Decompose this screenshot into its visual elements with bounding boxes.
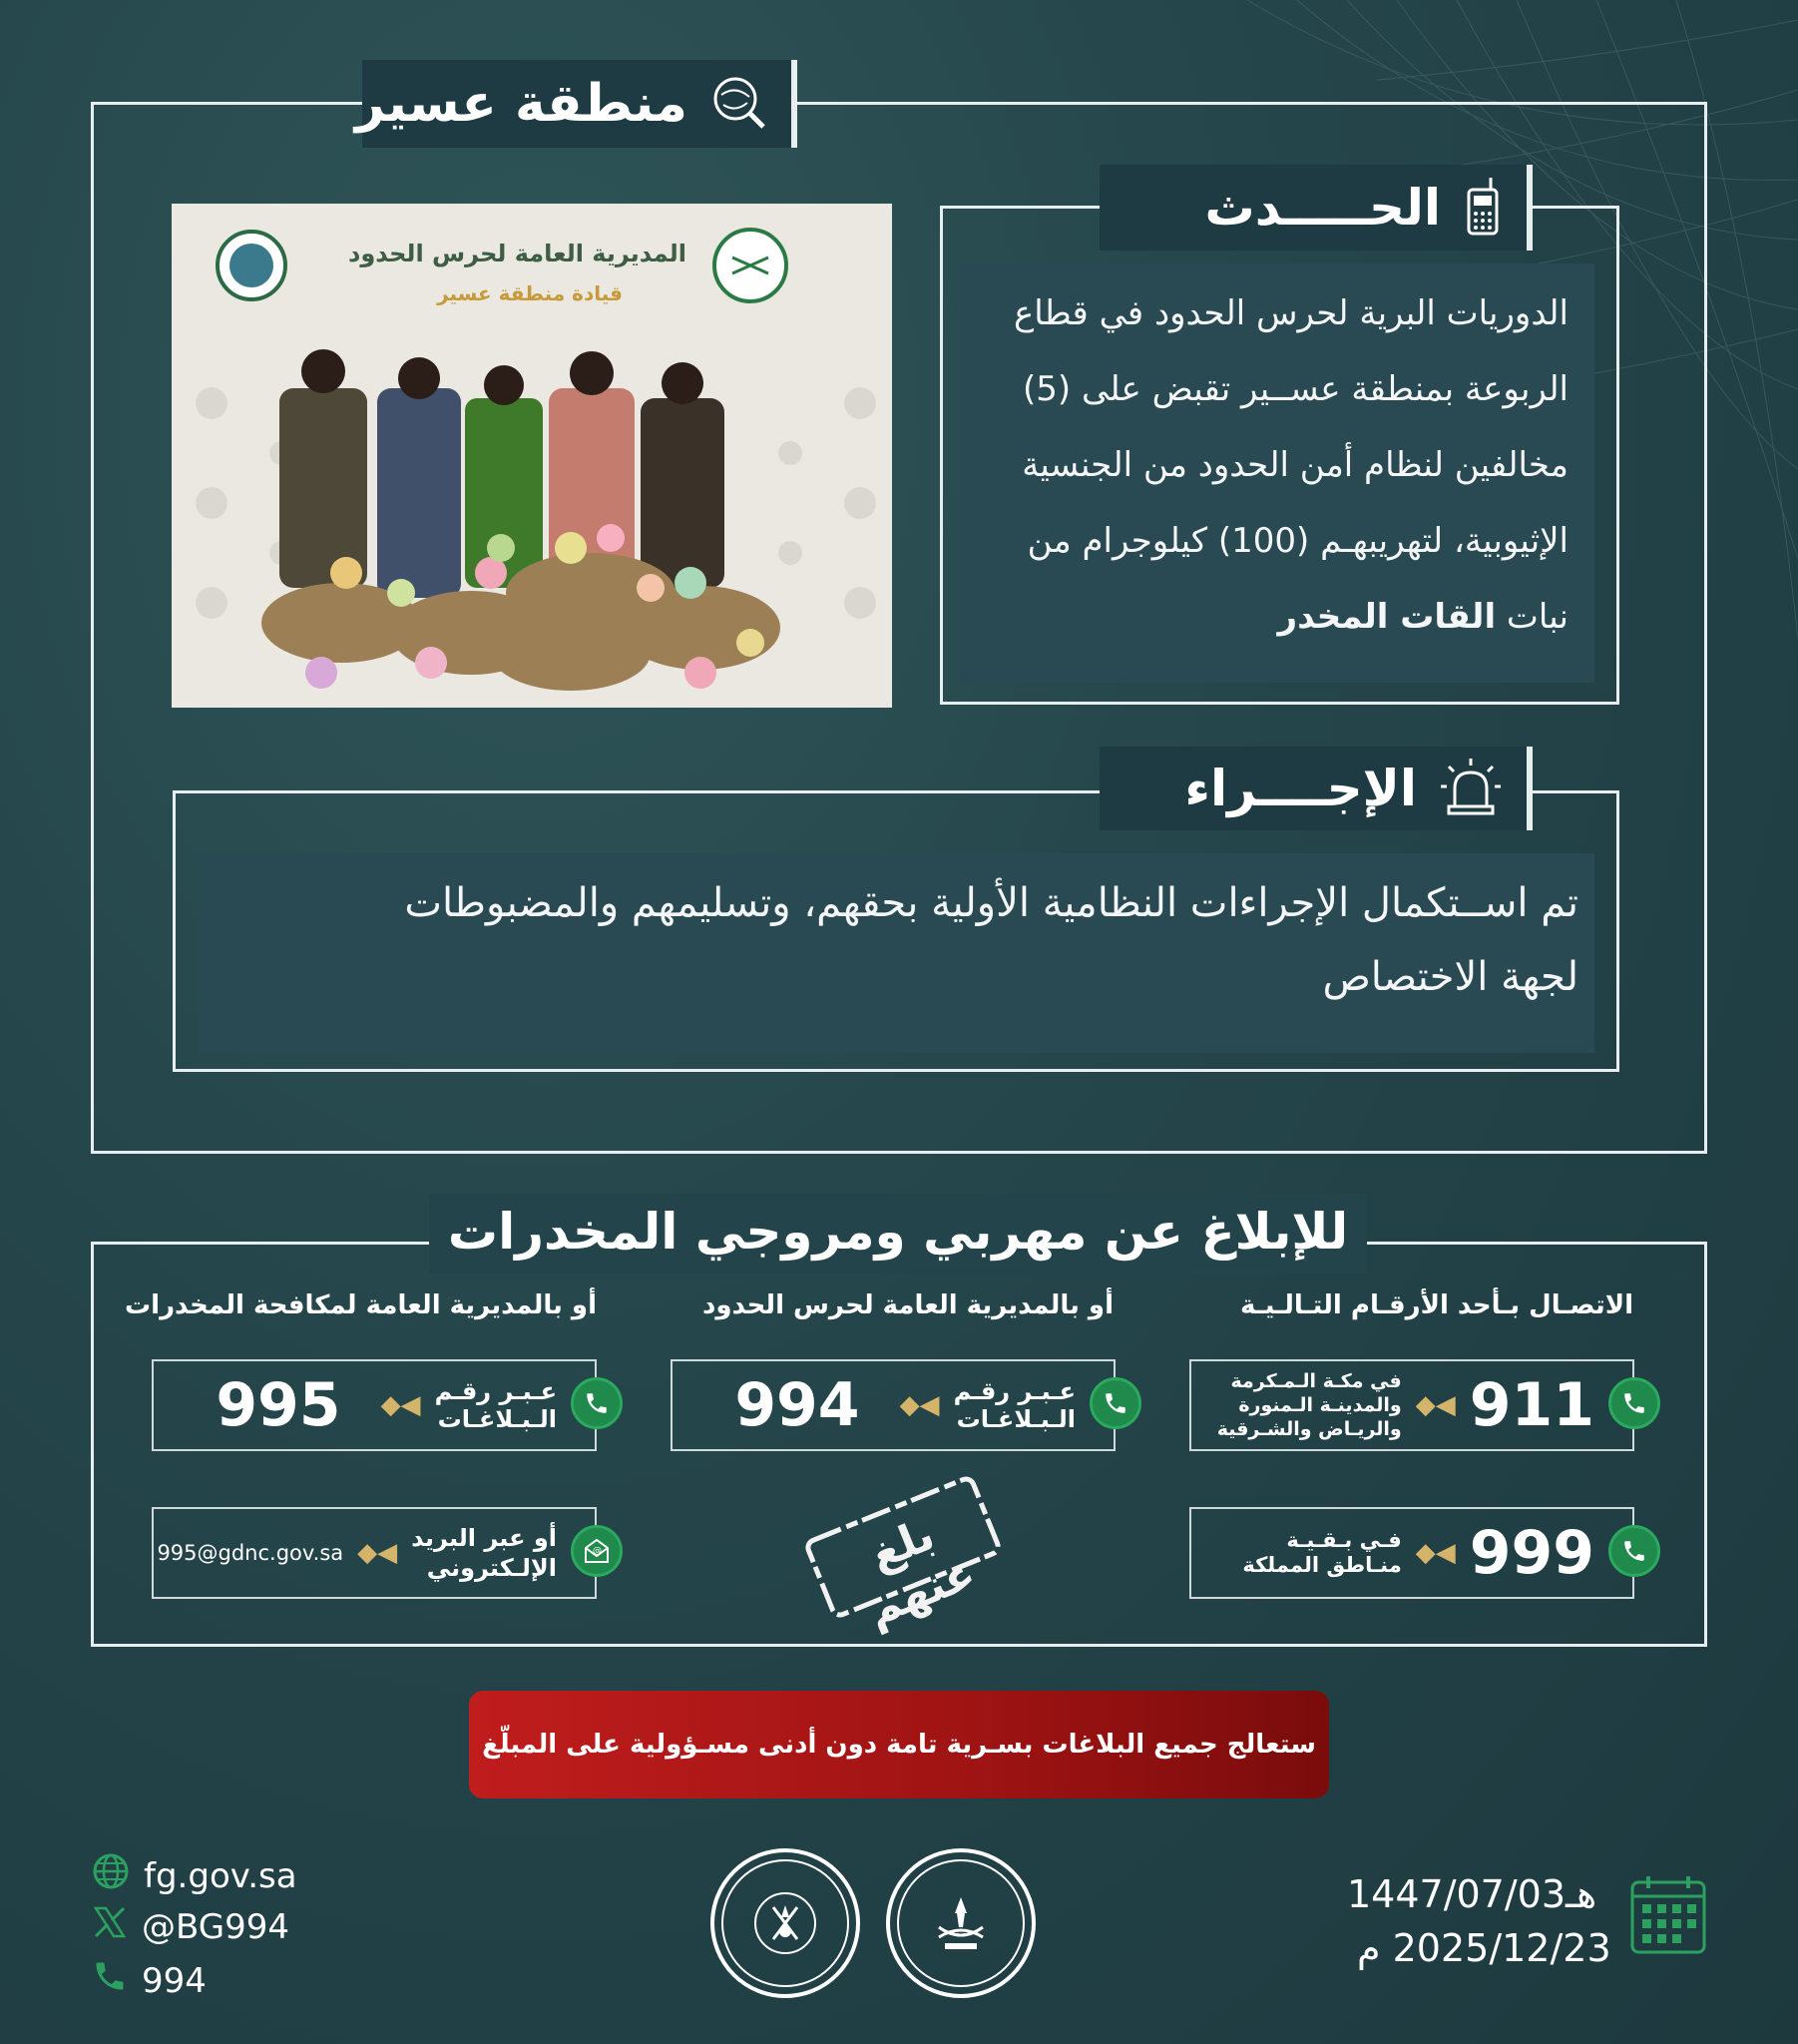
n995-desc-1: عـبـر رقـم <box>434 1377 557 1405</box>
region-label-bar <box>791 60 797 148</box>
number-994[interactable]: 994 <box>734 1370 860 1440</box>
event-label-bar <box>1527 165 1533 251</box>
x-icon <box>92 1904 128 1949</box>
siren-icon <box>1439 757 1503 820</box>
event-title: الحـــــدث <box>1204 179 1441 237</box>
report-heading: للإبلاغ عن مهربي ومروجي المخدرات <box>447 1203 1349 1261</box>
action-title: الإجــــراء <box>1184 760 1417 817</box>
number-911[interactable]: 911 <box>1469 1370 1594 1440</box>
n994-desc-2: الـبـلاغـات <box>956 1405 1076 1433</box>
photo <box>172 204 892 708</box>
event-line-1: الدوريات البرية لحرس الحدود في قطاع <box>1014 293 1569 333</box>
phone-icon-999[interactable] <box>1608 1525 1660 1577</box>
n995-desc-2: الـبـلاغـات <box>437 1405 557 1433</box>
interior-ministry-seal <box>886 1848 1036 1998</box>
diamond-arrow-icon: ◆◀ <box>899 1390 940 1420</box>
event-line-2: الربوعة بمنطقة عســير تقبض على (5) <box>1022 369 1569 409</box>
region-label <box>354 60 791 148</box>
email-desc-2: الإلـكتروني <box>426 1554 557 1582</box>
action-label-bar <box>1527 747 1533 830</box>
confidentiality-banner <box>469 1691 1329 1798</box>
email-desc-1: أو عبر البريد <box>411 1524 557 1552</box>
footer-phone[interactable] <box>92 1958 207 2003</box>
number-999[interactable]: 999 <box>1469 1518 1594 1588</box>
n911-desc-2: والمدينـة الـمنورة <box>1238 1394 1402 1416</box>
col2-heading: أو بالمديرية العامة لحرس الحدود <box>702 1290 1114 1320</box>
photo-org-name: المديرية العامة لحرس الحدود <box>348 240 686 267</box>
number-999-desc <box>1242 1528 1401 1578</box>
phone-number[interactable]: 994 <box>142 1960 207 2001</box>
number-999-box[interactable] <box>1189 1507 1634 1599</box>
svg-text:@: @ <box>593 1546 602 1556</box>
col3-heading: أو بالمديرية العامة لمكافحة المخدرات <box>125 1290 597 1320</box>
phone-icon-995[interactable] <box>571 1377 623 1429</box>
n911-desc-3: والريـاض والشـرقية <box>1216 1418 1402 1440</box>
n994-desc-1: عـبـر رقـم <box>953 1377 1076 1405</box>
event-label <box>1100 165 1527 251</box>
website-text[interactable]: fg.gov.sa <box>144 1855 297 1896</box>
diamond-arrow-icon: ◆◀ <box>357 1538 398 1568</box>
number-911-box[interactable] <box>1189 1359 1634 1451</box>
stamp-text: بلغ عنهم <box>859 1508 983 1637</box>
number-995-box[interactable] <box>152 1359 597 1451</box>
phone-icon-911[interactable] <box>1608 1377 1660 1429</box>
magnifier-map-icon <box>709 73 767 135</box>
action-line-2: لجهة الاختصاص <box>1322 954 1578 1000</box>
email-desc <box>411 1523 557 1583</box>
phone-icon-994[interactable] <box>1090 1377 1141 1429</box>
region-title: منطقة عسير <box>354 74 687 134</box>
number-995-desc <box>435 1377 557 1433</box>
number-994-desc <box>954 1377 1076 1433</box>
n999-desc-2: منـاطق المملكة <box>1242 1553 1402 1577</box>
event-line-5 <box>950 579 1569 655</box>
action-text <box>182 866 1578 1014</box>
event-line-5-start: نبات <box>1506 597 1569 637</box>
n999-desc-1: فـي بـقـيـة <box>1286 1528 1402 1552</box>
banner-text: ستعالج جميع البلاغات بسـرية تامة دون أدنى مسـؤولية على المبلّغ <box>482 1730 1316 1760</box>
twitter-handle[interactable]: @BG994 <box>142 1906 289 1947</box>
number-995[interactable]: 995 <box>216 1370 341 1440</box>
email-icon[interactable] <box>571 1525 623 1577</box>
email-address[interactable]: 995@gdnc.gov.sa <box>157 1541 344 1565</box>
hijri-date: 1447/07/03هـ <box>1347 1872 1597 1916</box>
event-line-4: الإثيوبية، لتهريبهـم (100) كيلوجرام من <box>1027 521 1569 561</box>
phone-icon <box>92 1958 128 2003</box>
gregorian-date: 2025/12/23 م <box>1357 1926 1611 1970</box>
col1-heading: الاتصـال بـأحد الأرقـام التـالـيـة <box>1239 1290 1633 1320</box>
action-label <box>1100 747 1527 830</box>
diamond-arrow-icon: ◆◀ <box>1415 1390 1456 1420</box>
email-box[interactable] <box>152 1507 597 1599</box>
radio-icon <box>1463 174 1503 242</box>
event-bold-tail: القات المخدر <box>1277 597 1497 637</box>
n911-desc-1: في مكـة الـمـكرمة <box>1230 1370 1402 1392</box>
diamond-arrow-icon: ◆◀ <box>1415 1538 1456 1568</box>
globe-icon <box>92 1852 130 1899</box>
number-994-box[interactable] <box>671 1359 1116 1451</box>
border-guard-seal <box>710 1848 860 1998</box>
calendar-icon <box>1628 1872 1708 1960</box>
number-911-desc <box>1217 1369 1402 1441</box>
footer-website[interactable] <box>92 1852 297 1899</box>
footer-twitter[interactable] <box>92 1904 289 1949</box>
event-text <box>950 275 1569 655</box>
action-line-1: تم اســتكمال الإجراءات النظامية الأولية بحقهم، وتسليمهم والمضبوطات <box>404 880 1578 926</box>
photo-org-sub: قيادة منطقة عسير <box>437 281 623 305</box>
event-line-3: مخالفين لنظام أمن الحدود من الجنسية <box>1022 445 1569 485</box>
diamond-arrow-icon: ◆◀ <box>380 1390 421 1420</box>
